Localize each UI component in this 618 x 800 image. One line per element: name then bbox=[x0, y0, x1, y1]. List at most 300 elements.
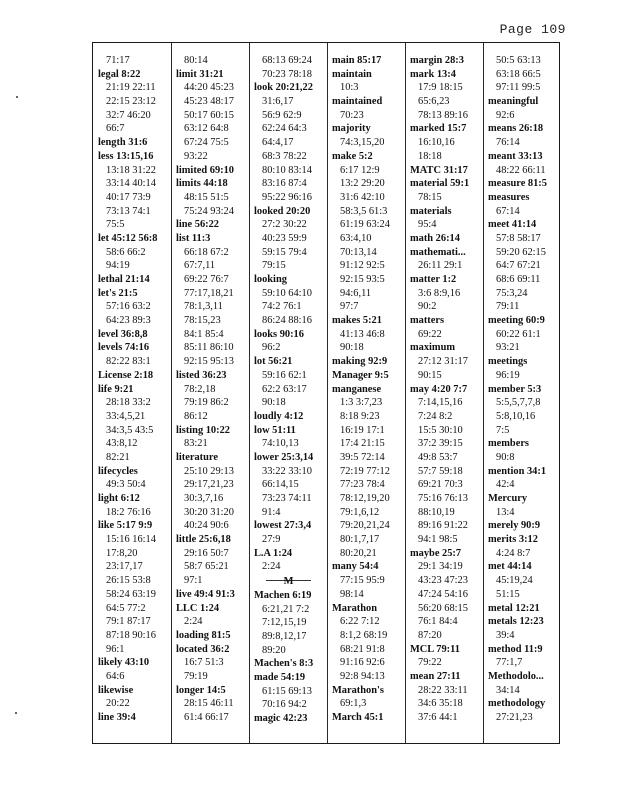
index-headword: matter 1:2 bbox=[410, 274, 457, 285]
index-page-refs: 89:16 91:22 bbox=[418, 520, 468, 532]
index-page-refs: 32:7 46:20 bbox=[106, 109, 151, 121]
index-page-refs: 6:17 12:9 bbox=[340, 164, 380, 176]
index-page-refs: 82:22 83:1 bbox=[106, 356, 151, 368]
index-page-refs: 57:8 58:17 bbox=[496, 232, 541, 244]
index-headword: methodology bbox=[488, 698, 546, 710]
index-page-refs: 13:4 bbox=[496, 506, 515, 518]
index-page-refs: 90:2 bbox=[418, 301, 437, 313]
index-page-refs: 64:7 67:21 bbox=[496, 260, 541, 272]
index-page-refs: 64:23 89:3 bbox=[106, 315, 151, 327]
index-page-refs: 80:20,21 bbox=[340, 547, 377, 559]
index-headword: looked 20:20 bbox=[254, 205, 311, 217]
index-page-refs: 85:11 86:10 bbox=[184, 342, 234, 354]
index-page-refs: 71:17 bbox=[106, 55, 130, 66]
index-page-refs: 77:15 95:9 bbox=[340, 575, 385, 587]
index-headword: meetings bbox=[488, 356, 528, 368]
index-page-refs: 77:23 78:4 bbox=[340, 479, 385, 491]
index-headword: main 85:17 bbox=[332, 55, 382, 66]
index-headword: maximum bbox=[410, 342, 456, 354]
index-headword: meeting 60:9 bbox=[488, 315, 545, 327]
index-page-refs: 34:3,5 43:5 bbox=[106, 424, 154, 436]
index-page-refs: 58:7 65:21 bbox=[184, 561, 229, 573]
index-page-refs: 62:24 64:3 bbox=[262, 123, 307, 135]
index-page-refs: 94:1 98:5 bbox=[418, 534, 458, 546]
index-page-refs: 92:15 93:5 bbox=[340, 274, 385, 285]
index-page-refs: 88:10,19 bbox=[418, 506, 455, 518]
index-page-refs: 60:22 61:1 bbox=[496, 328, 541, 340]
index-page-refs: 33:14 40:14 bbox=[106, 178, 156, 190]
index-page-refs: 82:21 bbox=[106, 451, 130, 463]
index-page-refs: 97:7 bbox=[340, 301, 359, 313]
index-headword: making 92:9 bbox=[332, 356, 388, 368]
index-page-refs: 17:4 21:15 bbox=[340, 438, 385, 450]
index-headword: meet 41:14 bbox=[488, 219, 537, 231]
index-headword: margin 28:3 bbox=[410, 55, 464, 66]
index-page-refs: 76:1 84:4 bbox=[418, 616, 458, 628]
index-page-refs: 95:22 96:16 bbox=[262, 191, 312, 203]
index-headword: LLC 1:24 bbox=[176, 602, 220, 614]
section-letter: M bbox=[283, 576, 294, 588]
index-page-refs: 63:12 64:8 bbox=[184, 123, 229, 135]
index-page-refs: 37:6 44:1 bbox=[418, 712, 458, 723]
index-page-refs: 68:6 69:11 bbox=[496, 274, 541, 285]
index-headword: make 5:2 bbox=[332, 150, 373, 162]
index-page-refs: 91:4 bbox=[262, 506, 281, 518]
index-page-refs: 93:22 bbox=[184, 150, 208, 162]
index-headword: measures bbox=[488, 191, 530, 203]
index-page-refs: 57:16 63:2 bbox=[106, 301, 151, 313]
index-page-refs: 26:11 29:1 bbox=[418, 260, 463, 272]
index-page-refs: 39:5 72:14 bbox=[340, 451, 385, 463]
index-page-refs: 90:18 bbox=[340, 342, 364, 354]
index-page-refs: 61:19 63:24 bbox=[340, 219, 390, 231]
index-page-refs: 40:23 59:9 bbox=[262, 232, 307, 244]
index-page-refs: 98:14 bbox=[340, 588, 364, 600]
index-page-refs: 91:12 92:5 bbox=[340, 260, 385, 272]
index-headword: levels 74:16 bbox=[98, 342, 150, 354]
index-page-refs: 4:24 8:7 bbox=[496, 547, 531, 559]
index-headword: MCL 79:11 bbox=[410, 643, 460, 655]
index-headword: L.A 1:24 bbox=[254, 547, 293, 559]
index-page-refs: 10:3 bbox=[340, 82, 359, 94]
index-headword: Marathon bbox=[332, 602, 378, 614]
index-page-refs: 56:20 68:15 bbox=[418, 602, 468, 614]
index-headword: let's 21:5 bbox=[98, 287, 138, 299]
index-page-refs: 83:16 87:4 bbox=[262, 178, 307, 190]
index-page-refs: 22:15 23:12 bbox=[106, 96, 156, 108]
index-page-refs: 67:14 bbox=[496, 205, 520, 217]
index-page-refs: 91:16 92:6 bbox=[340, 657, 385, 669]
index-page-refs: 96:2 bbox=[262, 342, 281, 354]
index-page-refs: 30:3,7,16 bbox=[184, 493, 224, 504]
index-headword: mention 34:1 bbox=[488, 465, 547, 477]
index-headword: MATC 31:17 bbox=[410, 164, 468, 176]
index-page-refs: 75:5 bbox=[106, 219, 125, 231]
index-headword: method 11:9 bbox=[488, 643, 543, 655]
index-page-refs: 64:5 77:2 bbox=[106, 602, 146, 614]
index-page-refs: 70:23 bbox=[340, 109, 364, 121]
index-headword: Methodolo... bbox=[488, 670, 544, 682]
index-column-1 bbox=[96, 54, 169, 743]
index-page-refs: 90:8 bbox=[496, 451, 515, 463]
index-page-refs: 15:16 16:14 bbox=[106, 534, 156, 546]
index-page-refs: 42:4 bbox=[496, 479, 515, 491]
index-page-refs: 61:15 69:13 bbox=[262, 685, 312, 697]
index-page-refs: 50:17 60:15 bbox=[184, 109, 234, 121]
index-headword: Machen's 8:3 bbox=[254, 658, 314, 670]
index-headword: line 56:22 bbox=[176, 219, 220, 231]
index-page-refs: 7:5 bbox=[496, 424, 510, 436]
index-page-refs: 78:2,18 bbox=[184, 383, 216, 395]
index-page-refs: 15:5 30:10 bbox=[418, 424, 463, 436]
index-page-refs: 51:15 bbox=[496, 588, 520, 600]
index-page-refs: 78:15,23 bbox=[184, 315, 221, 327]
index-page-refs: 28:18 33:2 bbox=[106, 397, 151, 409]
index-page-refs: 96:1 bbox=[106, 643, 125, 655]
index-page-refs: 43:23 47:23 bbox=[418, 575, 468, 587]
column-divider bbox=[327, 43, 328, 743]
index-page-refs: 68:21 91:8 bbox=[340, 643, 385, 655]
index-headword: longer 14:5 bbox=[176, 684, 226, 696]
index-headword: loudly 4:12 bbox=[254, 410, 304, 422]
index-page-refs: 94:6,11 bbox=[340, 287, 372, 299]
index-headword: likely 43:10 bbox=[98, 657, 150, 669]
index-page-refs: 75:24 93:24 bbox=[184, 205, 234, 217]
index-page-refs: 59:16 62:1 bbox=[262, 369, 307, 381]
index-page-refs: 79:19 bbox=[184, 670, 208, 682]
index-page-refs: 44:20 45:23 bbox=[184, 82, 234, 94]
index-page-refs: 43:8,12 bbox=[106, 438, 138, 450]
index-column-3 bbox=[252, 54, 325, 743]
index-page-refs: 27:9 bbox=[262, 534, 281, 546]
index-page-refs: 25:10 29:13 bbox=[184, 465, 234, 477]
index-page-refs: 75:16 76:13 bbox=[418, 493, 468, 504]
index-page-refs: 20:22 bbox=[106, 698, 130, 710]
index-page-refs: 74:2 76:1 bbox=[262, 301, 302, 313]
index-column-5 bbox=[408, 54, 481, 743]
index-page-refs: 40:17 73:9 bbox=[106, 191, 151, 203]
index-headword: meaningful bbox=[488, 96, 539, 108]
index-headword: length 31:6 bbox=[98, 137, 148, 149]
index-headword: maintained bbox=[332, 96, 383, 108]
index-headword: line 39:4 bbox=[98, 712, 136, 723]
index-headword: means 26:18 bbox=[488, 123, 544, 135]
index-page-refs: 31:6 42:10 bbox=[340, 191, 385, 203]
index-headword: maintain bbox=[332, 68, 372, 80]
index-page-refs: 7:12,15,19 bbox=[262, 617, 307, 629]
index-headword: marked 15:7 bbox=[410, 123, 467, 135]
index-page-refs: 90:15 bbox=[418, 369, 442, 381]
index-page-refs: 7:14,15,16 bbox=[418, 397, 463, 409]
index-headword: manganese bbox=[332, 383, 382, 395]
index-page-refs: 90:18 bbox=[262, 397, 286, 409]
index-page-refs: 78:13 89:16 bbox=[418, 109, 468, 121]
index-headword: loading 81:5 bbox=[176, 629, 231, 641]
index-headword: License 2:18 bbox=[98, 369, 154, 381]
index-page-refs: 70:13,14 bbox=[340, 246, 377, 258]
index-headword: merely 90:9 bbox=[488, 520, 541, 532]
index-page-refs: 79:15 bbox=[262, 260, 286, 272]
index-page-refs: 69:22 bbox=[418, 328, 442, 340]
index-page-refs: 13:18 31:22 bbox=[106, 164, 156, 176]
index-headword: listed 36:23 bbox=[176, 369, 227, 381]
column-divider bbox=[171, 43, 172, 743]
index-headword: live 49:4 91:3 bbox=[176, 588, 235, 600]
index-headword: made 54:19 bbox=[254, 671, 306, 683]
index-page-refs: 92:8 94:13 bbox=[340, 670, 385, 682]
index-page-refs: 79:1 87:17 bbox=[106, 616, 151, 628]
index-column-2 bbox=[174, 54, 247, 743]
index-headword: looks 90:16 bbox=[254, 328, 304, 340]
index-page-refs: 40:24 90:6 bbox=[184, 520, 229, 532]
index-headword: legal 8:22 bbox=[98, 68, 141, 80]
index-page-refs: 75:3,24 bbox=[496, 287, 528, 299]
index-page-refs: 92:6 bbox=[496, 109, 515, 121]
index-headword: limit 31:21 bbox=[176, 68, 224, 80]
index-headword: material 59:1 bbox=[410, 178, 470, 190]
index-headword: limited 69:10 bbox=[176, 164, 235, 176]
scan-speck bbox=[15, 712, 17, 714]
index-page-refs: 49:3 50:4 bbox=[106, 479, 146, 491]
index-page-refs: 79:1,6,12 bbox=[340, 506, 380, 518]
index-page-refs: 65:6,23 bbox=[418, 96, 450, 108]
index-page-refs: 34:6 35:18 bbox=[418, 698, 463, 710]
index-page-refs: 17:9 18:15 bbox=[418, 82, 463, 94]
column-divider bbox=[249, 43, 250, 743]
index-page-refs: 30:20 31:20 bbox=[184, 506, 234, 518]
index-headword: list 11:3 bbox=[176, 232, 211, 244]
index-page-refs: 48:15 51:5 bbox=[184, 191, 229, 203]
index-headword: lethal 21:14 bbox=[98, 274, 150, 285]
index-page-refs: 26:15 53:8 bbox=[106, 575, 151, 587]
index-headword: metal 12:21 bbox=[488, 602, 540, 614]
index-headword: members bbox=[488, 438, 529, 450]
index-headword: lot 56:21 bbox=[254, 356, 293, 368]
index-page-refs: 41:13 46:8 bbox=[340, 328, 385, 340]
index-page-refs: 6:21,21 7:2 bbox=[262, 603, 310, 615]
scan-speck bbox=[16, 96, 18, 98]
index-page-refs: 16:10,16 bbox=[418, 137, 455, 149]
index-page-refs: 63:4,10 bbox=[340, 232, 372, 244]
index-page-refs: 17:8,20 bbox=[106, 547, 138, 559]
index-page-refs: 86:12 bbox=[184, 410, 208, 422]
index-headword: metals 12:23 bbox=[488, 616, 544, 628]
index-page-refs: 59:20 62:15 bbox=[496, 246, 546, 258]
index-page-refs: 49:8 53:7 bbox=[418, 451, 458, 463]
index-page-refs: 73:13 74:1 bbox=[106, 205, 151, 217]
index-page-refs: 66:18 67:2 bbox=[184, 246, 229, 258]
index-page-refs: 45:23 48:17 bbox=[184, 96, 234, 108]
index-page-refs: 28:15 46:11 bbox=[184, 698, 234, 710]
index-page-refs: 78:15 bbox=[418, 191, 442, 203]
index-headword: lower 25:3,14 bbox=[254, 451, 314, 463]
index-headword: life 9:21 bbox=[98, 383, 134, 395]
index-page-refs: 94:19 bbox=[106, 260, 130, 272]
index-page-refs: 21:19 22:11 bbox=[106, 82, 156, 94]
index-page-refs: 79:19 86:2 bbox=[184, 397, 229, 409]
index-page-refs: 58:6 66:2 bbox=[106, 246, 146, 258]
index-page-refs: 47:24 54:16 bbox=[418, 588, 468, 600]
index-headword: less 13:15,16 bbox=[98, 150, 154, 162]
index-page-refs: 97:1 bbox=[184, 575, 203, 587]
index-page-refs: 73:23 74:11 bbox=[262, 493, 312, 504]
index-page-refs: 59:15 79:4 bbox=[262, 246, 307, 258]
index-page-refs: 87:18 90:16 bbox=[106, 629, 156, 641]
index-page-refs: 18:18 bbox=[418, 150, 442, 162]
index-page-refs: 16:7 51:3 bbox=[184, 657, 224, 669]
index-page-refs: 79:20,21,24 bbox=[340, 520, 390, 532]
index-page-refs: 2:24 bbox=[184, 616, 203, 628]
index-headword: materials bbox=[410, 205, 452, 217]
index-page-refs: 58:24 63:19 bbox=[106, 588, 156, 600]
index-page-refs: 28:22 33:11 bbox=[418, 684, 468, 696]
index-page-refs: 69:22 76:7 bbox=[184, 274, 229, 285]
index-page-refs: 57:7 59:18 bbox=[418, 465, 463, 477]
index-page-refs: 89:20 bbox=[262, 644, 286, 656]
index-page-refs: 77:1,7 bbox=[496, 657, 523, 669]
index-headword: met 44:14 bbox=[488, 561, 532, 573]
index-page-refs: 80:14 bbox=[184, 55, 208, 66]
index-headword: little 25:6,18 bbox=[176, 534, 231, 546]
index-page-refs: 62:2 63:17 bbox=[262, 383, 307, 395]
column-divider bbox=[405, 43, 406, 743]
index-page-refs: 67:24 75:5 bbox=[184, 137, 229, 149]
index-headword: mathemati... bbox=[410, 246, 466, 258]
index-page-refs: 45:19,24 bbox=[496, 575, 533, 587]
index-page-refs: 1:3 3:7,23 bbox=[340, 397, 383, 409]
index-page-refs: 27:21,23 bbox=[496, 712, 533, 723]
index-headword: many 54:4 bbox=[332, 561, 379, 573]
index-headword: light 6:12 bbox=[98, 493, 140, 504]
index-page-refs: 93:21 bbox=[496, 342, 520, 354]
index-page-refs: 48:22 66:11 bbox=[496, 164, 546, 176]
index-headword: looking bbox=[254, 274, 287, 285]
index-page-refs: 97:11 99:5 bbox=[496, 82, 541, 94]
index-page-refs: 89:8,12,17 bbox=[262, 630, 307, 642]
index-headword: Marathon's bbox=[332, 684, 384, 696]
index-page-refs: 70:16 94:2 bbox=[262, 699, 307, 711]
index-page-refs: 74:10,13 bbox=[262, 438, 299, 450]
index-headword: low 51:11 bbox=[254, 424, 296, 436]
index-page-refs: 2:24 bbox=[262, 561, 281, 573]
index-page-refs: 37:2 39:15 bbox=[418, 438, 463, 450]
index-page-refs: 92:15 95:13 bbox=[184, 356, 234, 368]
index-page-refs: 76:14 bbox=[496, 137, 520, 149]
index-page-refs: 8:1,2 68:19 bbox=[340, 629, 388, 641]
index-page-refs: 58:3,5 61:3 bbox=[340, 205, 388, 217]
index-page-refs: 29:1 34:19 bbox=[418, 561, 463, 573]
index-headword: measure 81:5 bbox=[488, 178, 547, 190]
index-headword: makes 5:21 bbox=[332, 315, 382, 327]
word-index-table bbox=[92, 42, 560, 744]
index-page-refs: 83:21 bbox=[184, 438, 208, 450]
index-page-refs: 16:19 17:1 bbox=[340, 424, 385, 436]
column-divider bbox=[483, 43, 484, 743]
index-page-refs: 87:20 bbox=[418, 629, 442, 641]
index-headword: likewise bbox=[98, 684, 134, 696]
index-page-refs: 66:7 bbox=[106, 123, 125, 135]
index-headword: limits 44:18 bbox=[176, 178, 228, 190]
index-page-refs: 29:17,21,23 bbox=[184, 479, 234, 491]
index-headword: mean 27:11 bbox=[410, 670, 461, 682]
index-page-refs: 8:18 9:23 bbox=[340, 410, 380, 422]
index-page-refs: 70:23 78:18 bbox=[262, 68, 312, 80]
index-headword: let 45:12 56:8 bbox=[98, 232, 158, 244]
index-headword: listing 10:22 bbox=[176, 424, 230, 436]
index-page-refs: 95:4 bbox=[418, 219, 437, 231]
index-page-refs: 6:22 7:12 bbox=[340, 616, 380, 628]
index-page-refs: 59:10 64:10 bbox=[262, 287, 312, 299]
index-headword: math 26:14 bbox=[410, 232, 460, 244]
index-page-refs: 68:13 69:24 bbox=[262, 55, 312, 66]
index-page-refs: 72:19 77:12 bbox=[340, 465, 390, 477]
index-column-6 bbox=[486, 54, 559, 743]
index-headword: like 5:17 9:9 bbox=[98, 520, 153, 532]
index-headword: literature bbox=[176, 451, 218, 463]
index-page-refs: 79:22 bbox=[418, 657, 442, 669]
index-page-refs: 13:2 29:20 bbox=[340, 178, 385, 190]
index-page-refs: 7:24 8:2 bbox=[418, 410, 453, 422]
index-page-refs: 5:5,5,7,7,8 bbox=[496, 397, 541, 409]
index-headword: look 20:21,22 bbox=[254, 82, 313, 94]
index-page-refs: 31:6,17 bbox=[262, 96, 294, 108]
index-page-refs: 80:1,7,17 bbox=[340, 534, 380, 546]
index-headword: lifecycles bbox=[98, 465, 138, 477]
index-headword: level 36:8,8 bbox=[98, 328, 148, 340]
index-headword: lowest 27:3,4 bbox=[254, 520, 312, 532]
index-headword: located 36:2 bbox=[176, 643, 230, 655]
index-page-refs: 78:12,19,20 bbox=[340, 493, 390, 504]
index-page-refs: 63:18 66:5 bbox=[496, 68, 541, 80]
index-headword: meant 33:13 bbox=[488, 150, 543, 162]
index-page-refs: 34:14 bbox=[496, 684, 520, 696]
index-headword: matters bbox=[410, 315, 445, 327]
index-page-refs: 39:4 bbox=[496, 629, 515, 641]
index-page-refs: 27:2 30:22 bbox=[262, 219, 307, 231]
index-page-refs: 96:19 bbox=[496, 369, 520, 381]
index-page-refs: 3:6 8:9,16 bbox=[418, 287, 461, 299]
index-headword: majority bbox=[332, 123, 371, 135]
index-headword: Manager 9:5 bbox=[332, 369, 389, 381]
index-page-refs: 74:3,15,20 bbox=[340, 137, 385, 149]
index-page-refs: 84:1 85:4 bbox=[184, 328, 224, 340]
index-page-refs: 77:17,18,21 bbox=[184, 287, 234, 299]
index-page-refs: 78:1,3,11 bbox=[184, 301, 223, 313]
index-page-refs: 64:6 bbox=[106, 670, 125, 682]
index-page-refs: 61:4 66:17 bbox=[184, 712, 229, 723]
index-headword: merits 3:12 bbox=[488, 534, 538, 546]
index-headword: maybe 25:7 bbox=[410, 547, 462, 559]
index-page-refs: 69:1,3 bbox=[340, 698, 367, 710]
index-page-refs: 69:21 70:3 bbox=[418, 479, 463, 491]
index-page-refs: 79:11 bbox=[496, 301, 520, 313]
index-page-refs: 50:5 63:13 bbox=[496, 55, 541, 66]
index-page-refs: 66:14,15 bbox=[262, 479, 299, 491]
page-number: Page 109 bbox=[499, 22, 566, 37]
index-page-refs: 86:24 88:16 bbox=[262, 315, 312, 327]
index-page-refs: 27:12 31:17 bbox=[418, 356, 468, 368]
index-headword: Machen 6:19 bbox=[254, 589, 312, 601]
index-headword: member 5:3 bbox=[488, 383, 542, 395]
index-headword: mark 13:4 bbox=[410, 68, 456, 80]
index-page-refs: 33:4,5,21 bbox=[106, 410, 146, 422]
index-page-refs: 68:3 78:22 bbox=[262, 150, 307, 162]
index-page-refs: 18:2 76:16 bbox=[106, 506, 151, 518]
index-page-refs: 56:9 62:9 bbox=[262, 109, 302, 121]
index-page-refs: 5:8,10,16 bbox=[496, 410, 536, 422]
index-page-refs: 29:16 50:7 bbox=[184, 547, 229, 559]
index-page-refs: 23:17,17 bbox=[106, 561, 143, 573]
